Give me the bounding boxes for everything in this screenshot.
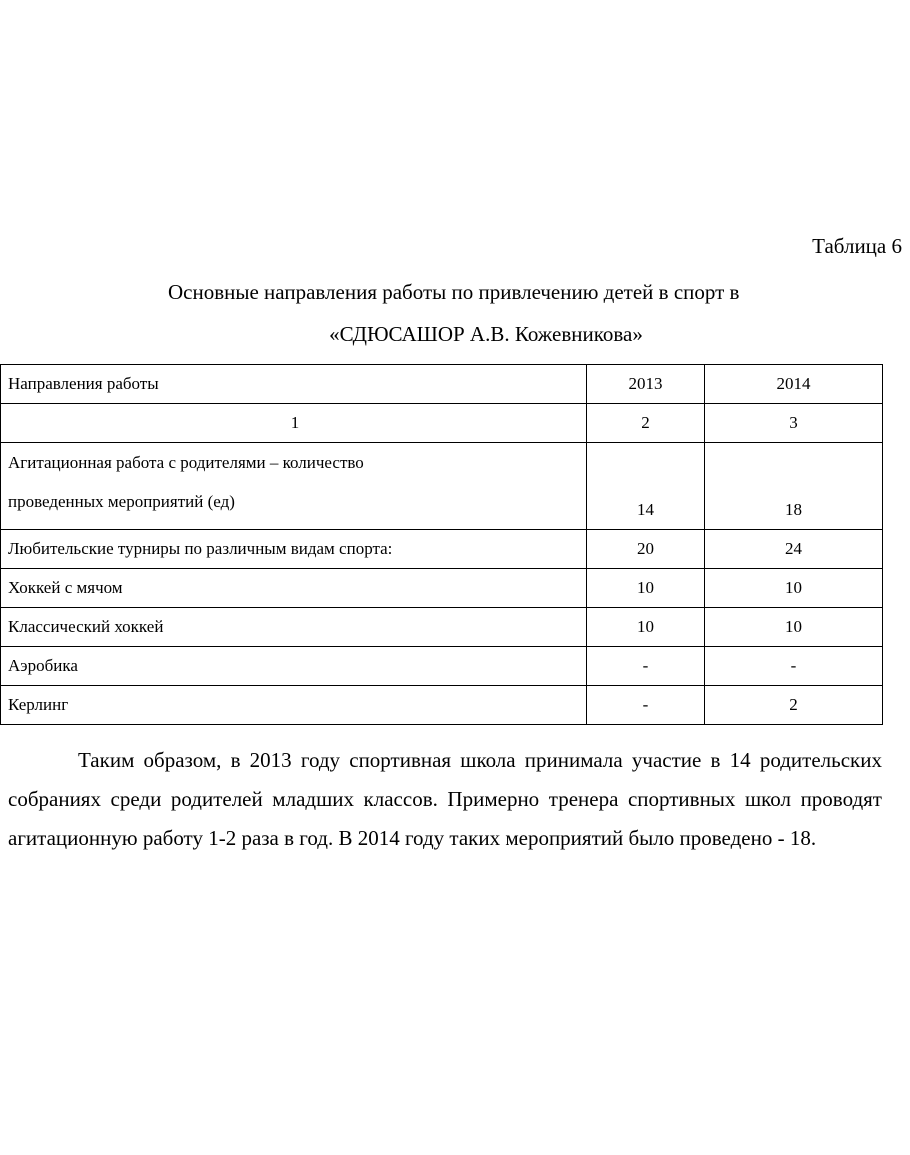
row-value-2014: 2 [705,686,883,725]
row-label: Хоккей с мячом [1,569,587,608]
row-value-2014: 10 [705,608,883,647]
row-label-line: Агитационная работа с родителями – количество [8,453,364,472]
row-label: Любительские турниры по различным видам спорта: [1,530,587,569]
row-value-2014: 10 [705,569,883,608]
table-number: Таблица 6 [812,234,902,258]
row-value-2014: - [705,647,883,686]
table-row [1,647,883,686]
table-row [1,686,883,725]
table-title-line1: Основные направления работы по привлечению детей в спорт в [168,280,740,304]
row-value-2013: - [587,686,705,725]
row-label: Аэробика [1,647,587,686]
row-label [1,443,587,530]
row-value-2014: 18 [705,443,883,530]
table-header-row [1,365,883,404]
row-value-2013: 20 [587,530,705,569]
data-table [0,364,883,725]
row-value-2013: 14 [587,443,705,530]
numbering-cell: 1 [1,404,587,443]
header-cell-2013: 2013 [587,365,705,404]
header-cell-directions: Направления работы [1,365,587,404]
table-numbering-row [1,404,883,443]
body-paragraph: Таким образом, в 2013 году спортивная школа принимала участие в 14 родительских собраниях среди родителей младших классов. Примерно тренера спортивных школ проводят агитационную работу 1-2 раза в год. В 2014 году таких мероприятий было проведено - 18. [8,748,882,850]
row-value-2013: 10 [587,569,705,608]
table-row [1,608,883,647]
numbering-cell: 2 [587,404,705,443]
row-value-2014: 24 [705,530,883,569]
row-value-2013: - [587,647,705,686]
table-row [1,569,883,608]
table-row [1,530,883,569]
table-row [1,443,883,530]
row-label: Классический хоккей [1,608,587,647]
table-title-line2: «СДЮСАШОР А.В. Кожевникова» [329,322,643,346]
header-cell-2014: 2014 [705,365,883,404]
row-label-line: проведенных мероприятий (ед) [8,492,235,511]
numbering-cell: 3 [705,404,883,443]
row-value-2013: 10 [587,608,705,647]
row-label: Керлинг [1,686,587,725]
